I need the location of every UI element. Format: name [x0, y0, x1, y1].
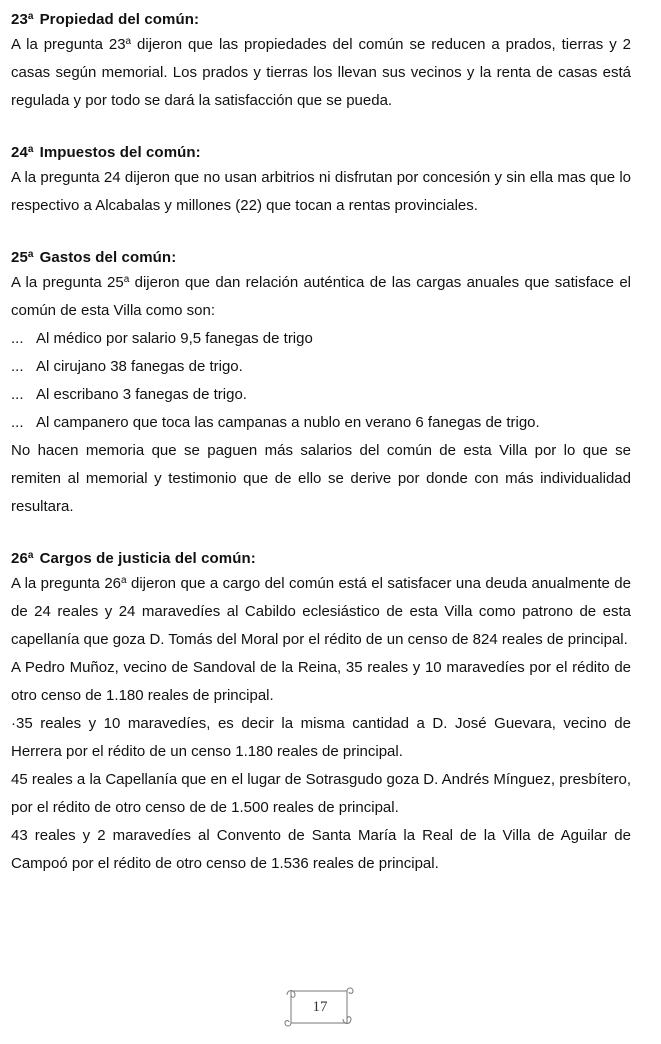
- section-title: Propiedad del común:: [39, 11, 200, 28]
- paragraph: [11, 822, 631, 878]
- page-number: 17: [312, 999, 328, 1015]
- text-line: presbítero, por el rédito de otro censo de de 1.500 reales de principal.: [11, 771, 631, 816]
- text-line: Campoó por el rédito de otro censo de 1.536 reales de principal.: [11, 855, 439, 872]
- list-item-text: Al campanero que toca las campanas a nublo en verano 6 fanegas de trigo.: [36, 414, 540, 431]
- section-title: Cargos de justicia del común:: [39, 550, 256, 567]
- list-item: [11, 325, 631, 353]
- text-line: satisface el común de esta Villa como son:: [11, 274, 631, 319]
- list-marker: ...: [11, 414, 24, 431]
- text-line: A la pregunta 25$^a$ dijeron que dan relación auténtica de las cargas anuales que: [11, 274, 550, 291]
- text-line: que lo respectivo a Alcabalas y millones (22) que tocan a rentas provinciales.: [11, 169, 632, 214]
- section-26: [11, 549, 631, 878]
- text-line: A la pregunta 23$^a$ dijeron que las propiedades del común se reducen a prados, tierras: [11, 36, 604, 53]
- text-line: anualmente de de 24 reales y 24 maravedíes al Cabildo eclesiástico de esta Villa: [11, 575, 631, 620]
- text-line: No hacen memoria que se paguen más salarios del común de esta Villa por lo que se: [11, 442, 631, 459]
- text-line: casas está regulada y por todo se dará la satisfacción que se pueda.: [11, 64, 631, 109]
- list-marker: ...: [11, 386, 24, 403]
- text-line: censo de 824 reales de principal.: [407, 631, 628, 648]
- document-page: [11, 10, 631, 906]
- section-number: 23$^a$: [11, 11, 34, 28]
- paragraph: [11, 164, 631, 220]
- text-line: A la pregunta 26$^a$ dijeron que a cargo del común está el satisfacer una deuda: [11, 575, 528, 592]
- list-marker: ...: [11, 330, 24, 347]
- section-heading: [11, 248, 631, 268]
- paragraph: [11, 31, 631, 115]
- text-line: ·35 reales y 10 maravedíes, es decir la misma cantidad a D. José Guevara, vecino de: [11, 715, 631, 732]
- text-line: A la pregunta 24 dijeron que no usan arbitrios ni disfrutan por concesión y sin ella mas: [11, 169, 586, 186]
- list-item: [11, 353, 631, 381]
- text-line: A Pedro Muñoz, vecino de Sandoval de la Reina, 35 reales y 10 maravedíes por el: [11, 659, 568, 676]
- section-heading: [11, 10, 631, 30]
- section-number: 26$^a$: [11, 550, 34, 567]
- section-title: Impuestos del común:: [39, 144, 201, 161]
- list-item-text: Al cirujano 38 fanegas de trigo.: [36, 358, 243, 375]
- text-line: 43 reales y 2 maravedíes al Convento de Santa María la Real de la Villa de Aguilar de: [11, 827, 631, 844]
- list-item-text: Al escribano 3 fanegas de trigo.: [36, 386, 247, 403]
- list-item-text: Al médico por salario 9,5 fanegas de trigo: [36, 330, 313, 347]
- page-number-ornament: [283, 985, 353, 1027]
- paragraph: [11, 766, 631, 822]
- paragraph: [11, 269, 631, 325]
- text-line: individualidad resultara.: [11, 470, 631, 515]
- text-line: Herrera por el rédito de un censo 1.180 reales de principal.: [11, 743, 403, 760]
- text-line: remiten al memorial y testimonio que de ello se derive por donde con más: [11, 470, 534, 487]
- text-line: como patrono de esta capellanía que goza D. Tomás del Moral por el rédito de un: [11, 603, 631, 648]
- section-24: [11, 143, 631, 220]
- list-marker: ...: [11, 358, 24, 375]
- text-line: y 2 casas según memorial. Los prados y tierras los llevan sus vecinos y la renta de: [11, 36, 631, 81]
- section-number: 24$^a$: [11, 144, 34, 161]
- text-line: rédito de otro censo de 1.180 reales de principal.: [11, 659, 631, 704]
- list-item: [11, 409, 631, 437]
- paragraph: [11, 437, 631, 521]
- section-number: 25$^a$: [11, 249, 34, 266]
- paragraph: [11, 710, 631, 766]
- paragraph: [11, 654, 631, 710]
- section-heading: [11, 143, 631, 163]
- text-line: 45 reales a la Capellanía que en el lugar de Sotrasgudo goza D. Andrés Mínguez,: [11, 771, 556, 788]
- section-heading: [11, 549, 631, 569]
- section-25: [11, 248, 631, 521]
- section-title: Gastos del común:: [39, 249, 177, 266]
- paragraph: [11, 570, 631, 654]
- section-23: [11, 10, 631, 115]
- list-item: [11, 381, 631, 409]
